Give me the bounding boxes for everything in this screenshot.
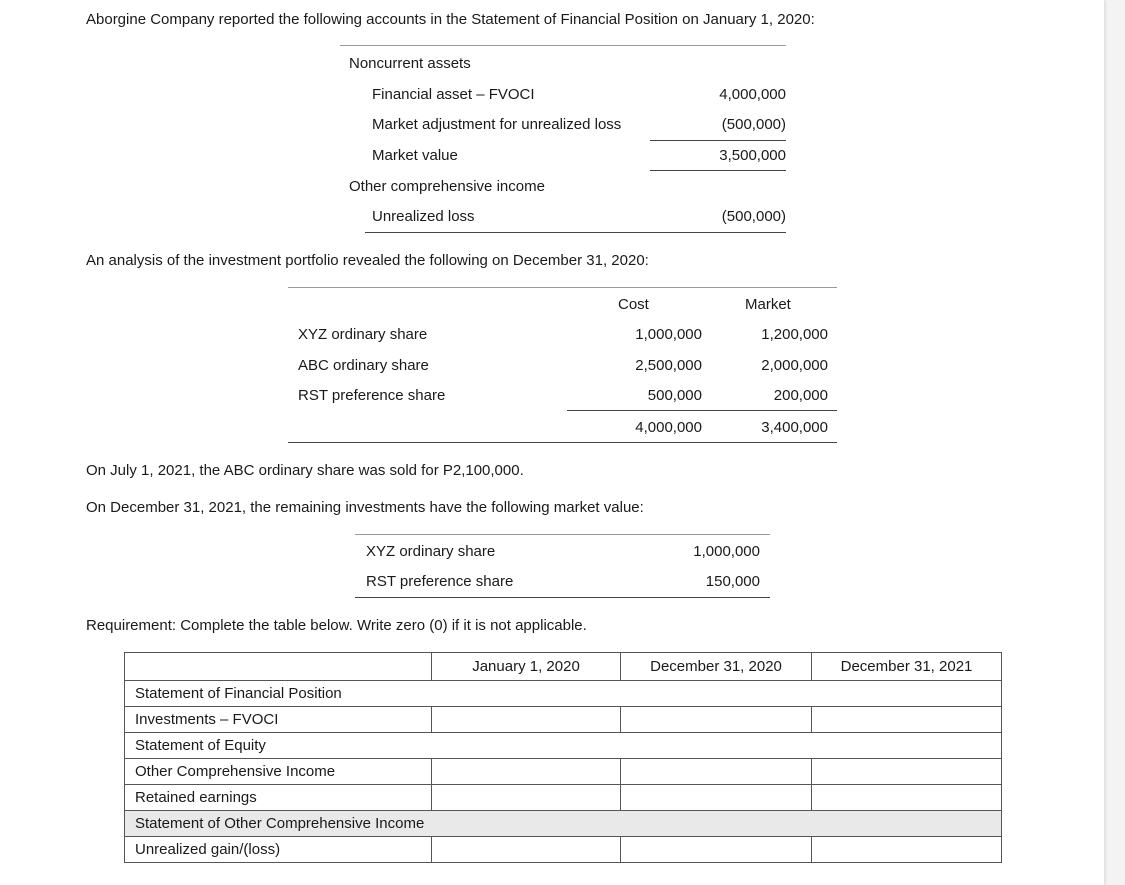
noncurrent-heading: Noncurrent assets xyxy=(349,55,471,72)
answer-cell[interactable] xyxy=(432,837,621,863)
market-value-label: Market value xyxy=(372,147,458,164)
answer-cell[interactable] xyxy=(432,785,621,811)
portfolio-bottom-rule xyxy=(288,442,837,443)
table-row xyxy=(125,707,1002,733)
table-row xyxy=(125,759,1002,785)
answer-cell[interactable] xyxy=(621,837,812,863)
section-row xyxy=(125,811,1002,837)
answer-cell[interactable] xyxy=(812,785,1002,811)
portfolio-row-name: XYZ ordinary share xyxy=(298,326,428,343)
row-label: Other Comprehensive Income xyxy=(125,759,432,785)
answer-cell[interactable] xyxy=(432,707,621,733)
table-row xyxy=(125,785,1002,811)
remaining-row-value: 150,000 xyxy=(705,573,760,590)
market-value-value: 3,500,000 xyxy=(719,147,786,164)
column-header: December 31, 2021 xyxy=(812,653,1002,681)
oci-heading: Other comprehensive income xyxy=(349,178,545,195)
column-header: December 31, 2020 xyxy=(621,653,812,681)
market-value-rule xyxy=(650,170,786,171)
portfolio-subtotal-rule xyxy=(567,410,837,411)
answer-cell[interactable] xyxy=(621,707,812,733)
section-row xyxy=(125,681,1002,707)
answer-cell[interactable] xyxy=(812,837,1002,863)
remaining-intro: On December 31, 2021, the remaining investments have the following market value: xyxy=(86,499,644,516)
portfolio-row-cost: 2,500,000 xyxy=(635,357,702,374)
financial-asset-value: 4,000,000 xyxy=(719,86,786,103)
answer-cell[interactable] xyxy=(432,759,621,785)
market-adjustment-label: Market adjustment for unrealized loss xyxy=(372,116,622,133)
portfolio-total-market: 3,400,000 xyxy=(761,419,828,436)
sfp-bottom-rule xyxy=(365,232,786,233)
sale-note: On July 1, 2021, the ABC ordinary share was sold for P2,100,000. xyxy=(86,462,524,479)
portfolio-row-market: 200,000 xyxy=(773,387,828,404)
market-adjustment-rule xyxy=(650,140,786,141)
intro-text: Aborgine Company reported the following accounts in the Statement of Financial Position on January 1, 2020: xyxy=(86,11,815,28)
financial-asset-label: Financial asset – FVOCI xyxy=(372,86,535,103)
table-row xyxy=(125,837,1002,863)
section-label: Statement of Equity xyxy=(125,733,1002,759)
answer-cell[interactable] xyxy=(812,707,1002,733)
section-row xyxy=(125,733,1002,759)
answer-cell[interactable] xyxy=(621,759,812,785)
requirement-text: Requirement: Complete the table below. Write zero (0) if it is not applicable. xyxy=(86,617,587,634)
portfolio-row-name: RST preference share xyxy=(298,387,446,404)
requirement-table xyxy=(124,652,1002,863)
portfolio-row-market: 2,000,000 xyxy=(761,357,828,374)
section-label: Statement of Financial Position xyxy=(125,681,1002,707)
portfolio-row-cost: 1,000,000 xyxy=(635,326,702,343)
header-blank-cell xyxy=(125,653,432,681)
section-label: Statement of Other Comprehensive Income xyxy=(125,811,1002,837)
portfolio-top-rule xyxy=(288,287,837,288)
portfolio-row-name: ABC ordinary share xyxy=(298,357,429,374)
answer-cell[interactable] xyxy=(621,785,812,811)
portfolio-row-cost: 500,000 xyxy=(647,387,702,404)
portfolio-header-market: Market xyxy=(745,296,791,313)
unrealized-loss-value: (500,000) xyxy=(721,208,786,225)
answer-cell[interactable] xyxy=(812,759,1002,785)
analysis-intro: An analysis of the investment portfolio revealed the following on December 31, 2020: xyxy=(86,252,649,269)
portfolio-total-cost: 4,000,000 xyxy=(635,419,702,436)
row-label: Unrealized gain/(loss) xyxy=(125,837,432,863)
remaining-row-name: XYZ ordinary share xyxy=(366,543,496,560)
remaining-bottom-rule xyxy=(355,597,770,598)
unrealized-loss-label: Unrealized loss xyxy=(372,208,475,225)
market-adjustment-value: (500,000) xyxy=(721,116,786,133)
remaining-row-name: RST preference share xyxy=(366,573,514,590)
portfolio-row-market: 1,200,000 xyxy=(761,326,828,343)
row-label: Investments – FVOCI xyxy=(125,707,432,733)
remaining-row-value: 1,000,000 xyxy=(693,543,760,560)
requirement-header-row xyxy=(125,653,1002,681)
sfp-top-rule xyxy=(340,45,786,46)
portfolio-header-cost: Cost xyxy=(618,296,649,313)
remaining-top-rule xyxy=(355,534,770,535)
column-header: January 1, 2020 xyxy=(432,653,621,681)
row-label: Retained earnings xyxy=(125,785,432,811)
